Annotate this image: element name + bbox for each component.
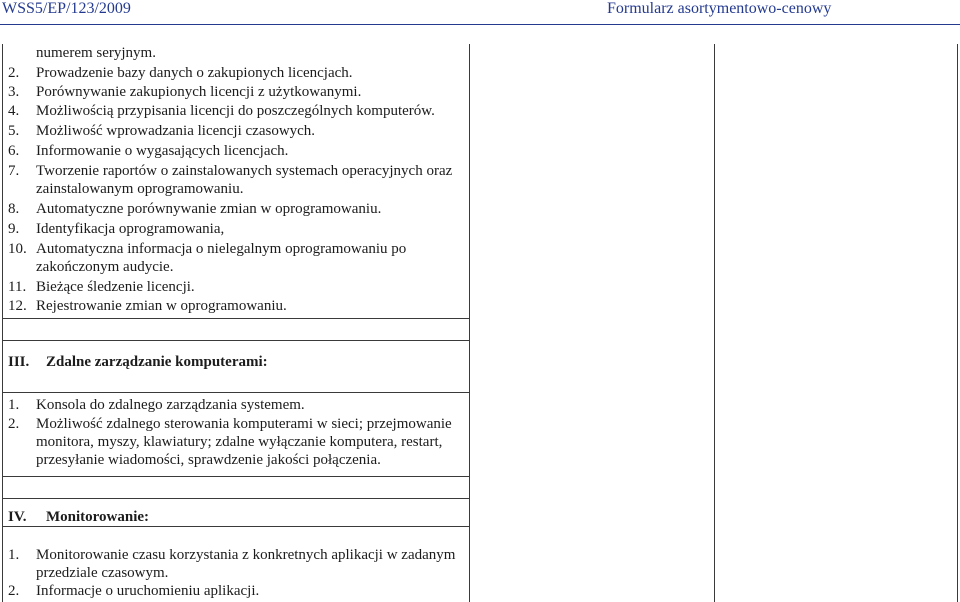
list-item: numerem seryjnym. [36, 45, 156, 61]
row-divider [2, 476, 469, 477]
list-item-number: 6. [8, 143, 20, 159]
list-item-number: 2. [8, 416, 20, 432]
list-item-continuation: zakończonym audycie. [36, 259, 174, 275]
section-title: Monitorowanie: [46, 509, 150, 525]
list-item-number: 1. [8, 547, 20, 563]
list-item-number: 8. [8, 201, 20, 217]
section-number: IV. [8, 509, 27, 525]
list-item: Możliwość zdalnego sterowania komputerami w sieci; przejmowanie [36, 416, 452, 432]
list-item-number: 7. [8, 163, 20, 179]
list-item: Możliwością przypisania licencji do poszczególnych komputerów. [36, 103, 435, 119]
list-item: Tworzenie raportów o zainstalowanych systemach operacyjnych oraz [36, 163, 453, 179]
list-item: Informacje o uruchomieniu aplikacji. [36, 583, 260, 599]
list-item: Automatyczne porównywanie zmian w oprogramowaniu. [36, 201, 382, 217]
list-item-continuation: monitora, myszy, klawiatury; zdalne wyłączanie komputera, restart, [36, 434, 443, 450]
list-item-continuation: przesyłanie wiadomości, sprawdzenie jakości połączenia. [36, 452, 381, 468]
column-divider-1 [469, 44, 470, 602]
list-item-continuation: przedziale czasowym. [36, 565, 169, 581]
column-divider-2 [714, 44, 715, 602]
list-item-continuation: zainstalowanym oprogramowaniu. [36, 181, 244, 197]
list-item: Rejestrowanie zmian w oprogramowaniu. [36, 298, 287, 314]
list-item: Konsola do zdalnego zarządzania systemem. [36, 397, 305, 413]
row-divider [2, 498, 469, 499]
list-item: Możliwość wprowadzania licencji czasowych. [36, 123, 316, 139]
list-item-number: 5. [8, 123, 20, 139]
list-item: Prowadzenie bazy danych o zakupionych licencjach. [36, 65, 353, 81]
section-title: Zdalne zarządzanie komputerami: [46, 354, 268, 370]
list-item-number: 3. [8, 84, 20, 100]
list-item: Monitorowanie czasu korzystania z konkretnych aplikacji w zadanym [36, 547, 456, 563]
list-item-number: 2. [8, 583, 20, 599]
table-border-left [2, 44, 3, 602]
document-title: Formularz asortymentowo-cenowy [607, 0, 832, 17]
list-item: Automatyczna informacja o nielegalnym oprogramowaniu po [36, 241, 407, 257]
list-item-number: 12. [8, 298, 27, 314]
list-item: Informowanie o wygasających licencjach. [36, 143, 289, 159]
list-item: Identyfikacja oprogramowania, [36, 221, 225, 237]
list-item-number: 4. [8, 103, 20, 119]
list-item-number: 10. [8, 241, 27, 257]
page-header [0, 0, 960, 20]
list-item-number: 9. [8, 221, 20, 237]
list-item-number: 2. [8, 65, 20, 81]
section-number: III. [8, 354, 30, 370]
document-number: WSS5/EP/123/2009 [2, 0, 131, 17]
header-rule [0, 24, 960, 25]
table-border-right [957, 44, 958, 602]
row-divider [2, 318, 469, 319]
list-item-number: 1. [8, 397, 20, 413]
list-item: Porównywanie zakupionych licencji z użytkowanymi. [36, 84, 362, 100]
row-divider [2, 526, 469, 527]
row-divider [2, 340, 469, 341]
row-divider [2, 392, 469, 393]
list-item-number: 11. [8, 279, 27, 295]
list-item: Bieżące śledzenie licencji. [36, 279, 195, 295]
